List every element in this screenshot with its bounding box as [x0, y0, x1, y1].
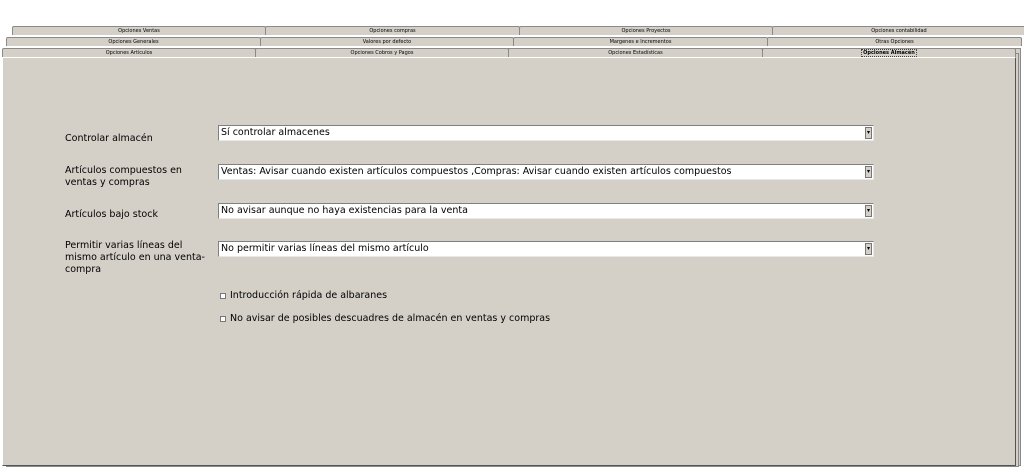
- tab-opciones-proyectos[interactable]: Opciones Proyectos: [519, 26, 773, 35]
- tab-row-2: [0, 37, 1024, 47]
- introduccion-rapida-checkbox[interactable]: [220, 290, 387, 302]
- tab-row-1: [0, 26, 1024, 36]
- tab-opciones-estadisticas[interactable]: Opciones Estadísticas: [508, 48, 763, 57]
- articulos-bajo-stock-label: Artículos bajo stock: [65, 209, 158, 220]
- varias-lineas-label: Permitir varias líneas del mismo artículo en una venta-compra: [65, 240, 205, 275]
- controlar-almacen-select[interactable]: [218, 125, 874, 141]
- chevron-down-icon[interactable]: ▾: [865, 127, 872, 139]
- varias-lineas-value: No permitir varias líneas del mismo artículo: [221, 243, 429, 254]
- chevron-down-icon[interactable]: ▾: [865, 205, 872, 217]
- controlar-almacen-value: Sí controlar almacenes: [221, 127, 330, 138]
- tab-opciones-articulos[interactable]: Opciones Artículos: [2, 48, 256, 57]
- articulos-compuestos-select[interactable]: [218, 164, 874, 180]
- articulos-bajo-stock-select[interactable]: [218, 203, 874, 219]
- no-avisar-descuadres-checkbox[interactable]: [220, 313, 550, 325]
- tab-opciones-cobros-pagos[interactable]: Opciones Cobros y Pagos: [255, 48, 509, 57]
- options-panel: [2, 57, 1016, 466]
- introduccion-rapida-label: Introducción rápida de albaranes: [230, 290, 388, 301]
- chevron-down-icon[interactable]: ▾: [865, 166, 872, 178]
- tab-margenes-incrementos[interactable]: Margenes e Incrementos: [513, 37, 768, 46]
- articulos-compuestos-label: Artículos compuestos en ventas y compras: [65, 165, 182, 188]
- articulos-bajo-stock-value: No avisar aunque no haya existencias para la venta: [221, 205, 468, 216]
- tab-opciones-generales[interactable]: Opciones Generales: [6, 37, 261, 46]
- articulos-compuestos-value: Ventas: Avisar cuando existen artículos compuestos ,Compras: Avisar cuando existen artículos compuestos: [221, 166, 732, 177]
- tab-otras-opciones[interactable]: Otras Opciones: [767, 37, 1022, 46]
- tab-opciones-almacen-label: Opciones Almacén: [863, 50, 915, 56]
- checkbox-icon[interactable]: [220, 293, 226, 299]
- tab-opciones-contabilidad[interactable]: Opciones contabilidad: [772, 26, 1024, 35]
- tab-opciones-compras[interactable]: Opciones compras: [265, 26, 520, 35]
- controlar-almacen-label: Controlar almacén: [65, 133, 153, 144]
- varias-lineas-select[interactable]: [218, 241, 874, 257]
- checkbox-icon[interactable]: [220, 316, 226, 322]
- tab-valores-por-defecto[interactable]: Valores por defecto: [260, 37, 514, 46]
- no-avisar-descuadres-label: No avisar de posibles descuadres de almacén en ventas y compras: [230, 313, 551, 324]
- chevron-down-icon[interactable]: ▾: [865, 243, 872, 255]
- tab-opciones-ventas[interactable]: Opciones Ventas: [12, 26, 266, 35]
